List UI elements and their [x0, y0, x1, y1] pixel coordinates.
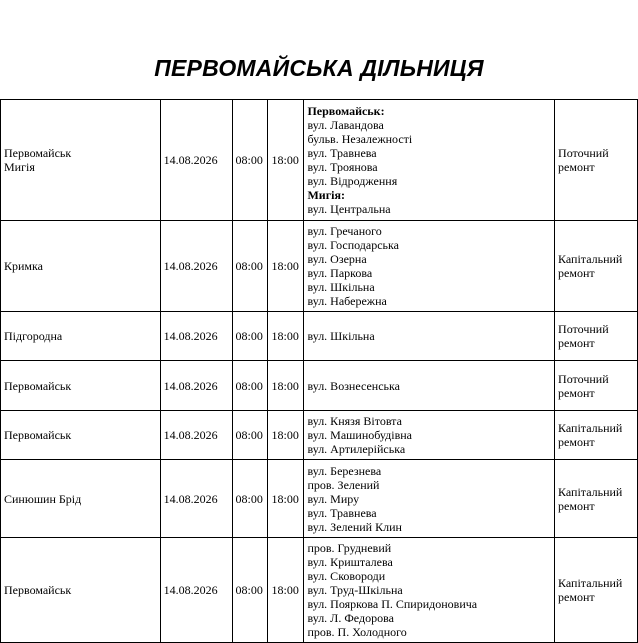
work-type-cell [555, 100, 638, 221]
streets-cell [304, 538, 555, 643]
street-name: вул. Вознесенська [307, 378, 400, 393]
street-name: вул. Шкільна [307, 280, 375, 294]
work-type-text: Поточний [558, 371, 609, 386]
street-name: вул. Труд-Шкільна [307, 583, 403, 597]
date-cell: 14.08.2026 [160, 361, 232, 411]
street-name: вул. Троянова [307, 160, 378, 174]
table-row [1, 460, 638, 538]
street-name: вул. Травнева [307, 505, 377, 520]
street-name: вул. Центральна [307, 202, 391, 216]
work-type-text: ремонт [558, 266, 595, 280]
streets-cell [304, 411, 555, 460]
work-type-text: ремонт [558, 336, 595, 350]
streets-cell [304, 312, 555, 361]
work-type-text: ремонт [558, 385, 595, 400]
locality-name: Синюшин Брід [4, 491, 82, 506]
table-row [1, 538, 638, 643]
locality-name: Підгородна [4, 329, 63, 343]
street-name: пров. П. Холодного [307, 625, 407, 639]
start-time-cell: 08:00 [232, 312, 268, 361]
locality-cell [1, 100, 161, 221]
street-name: вул. Артилерійська [307, 442, 406, 456]
work-type-cell [555, 538, 638, 643]
work-type-cell [555, 221, 638, 312]
street-name: вул. Відродження [307, 174, 398, 188]
locality-name: Первомайськ [4, 378, 72, 393]
work-type-text: ремонт [558, 160, 595, 174]
streets-cell [304, 221, 555, 312]
street-name: вул. Травнева [307, 146, 377, 160]
table-row [1, 312, 638, 361]
start-time-cell: 08:00 [232, 221, 268, 312]
street-name: вул. Березнева [307, 463, 382, 478]
date-cell: 14.08.2026 [160, 460, 232, 538]
work-type-text: Поточний [558, 322, 609, 336]
street-group-label: Мигія: [307, 188, 345, 202]
streets-cell [304, 100, 555, 221]
table-row [1, 100, 638, 221]
work-type-text: Поточний [558, 146, 609, 160]
locality-name: Первомайськ [4, 583, 72, 597]
street-name: вул. Господарська [307, 238, 399, 252]
street-name: вул. Сковороди [307, 569, 386, 583]
street-name: вул. Озерна [307, 252, 367, 266]
locality-name: Кримка [4, 259, 43, 273]
work-type-text: Капітальний [558, 576, 623, 590]
locality-cell [1, 411, 161, 460]
start-time-cell: 08:00 [232, 538, 268, 643]
street-name: вул. Пояркова П. Спиридоновича [307, 597, 478, 611]
work-type-cell [555, 361, 638, 411]
work-type-cell [555, 312, 638, 361]
street-name: вул. Набережна [307, 294, 387, 308]
locality-name: Первомайськ [4, 428, 72, 442]
table-row [1, 411, 638, 460]
locality-name: Первомайськ [4, 146, 72, 160]
locality-cell [1, 460, 161, 538]
street-name: пров. Грудневий [307, 541, 392, 555]
start-time-cell: 08:00 [232, 460, 268, 538]
streets-cell [304, 361, 555, 411]
locality-cell [1, 312, 161, 361]
street-name: вул. Машинобудівна [307, 428, 413, 442]
work-type-text: Капітальний [558, 421, 623, 435]
end-time-cell: 18:00 [268, 361, 304, 411]
street-name: вул. Л. Федорова [307, 611, 394, 625]
end-time-cell: 18:00 [268, 538, 304, 643]
street-name: вул. Миру [307, 491, 360, 506]
work-type-cell [555, 411, 638, 460]
end-time-cell: 18:00 [268, 312, 304, 361]
start-time-cell: 08:00 [232, 100, 268, 221]
end-time-cell: 18:00 [268, 221, 304, 312]
locality-cell [1, 221, 161, 312]
street-name: вул. Князя Вітовта [307, 414, 402, 428]
street-name: вул. Лавандова [307, 118, 384, 132]
work-type-text: Капітальний [558, 252, 623, 266]
locality-cell [1, 538, 161, 643]
locality-cell [1, 361, 161, 411]
start-time-cell: 08:00 [232, 361, 268, 411]
street-name: вул. Паркова [307, 266, 373, 280]
street-name: вул. Кришталева [307, 555, 393, 569]
street-name: пров. Зелений [307, 477, 380, 492]
start-time-cell: 08:00 [232, 411, 268, 460]
street-name: бульв. Незалежності [307, 132, 413, 146]
end-time-cell: 18:00 [268, 460, 304, 538]
street-group-label: Первомайськ: [307, 104, 385, 118]
date-cell: 14.08.2026 [160, 411, 232, 460]
date-cell: 14.08.2026 [160, 538, 232, 643]
table-row [1, 221, 638, 312]
work-type-text: ремонт [558, 435, 595, 449]
date-cell: 14.08.2026 [160, 100, 232, 221]
end-time-cell: 18:00 [268, 411, 304, 460]
outage-schedule-table [0, 99, 638, 643]
work-type-text: ремонт [558, 590, 595, 604]
date-cell: 14.08.2026 [160, 312, 232, 361]
work-type-cell [555, 460, 638, 538]
end-time-cell: 18:00 [268, 100, 304, 221]
table-row [1, 361, 638, 411]
street-name: вул. Зелений Клин [307, 519, 402, 534]
page-title: ПЕРВОМАЙСЬКА ДІЛЬНИЦЯ [154, 55, 484, 81]
street-name: вул. Гречаного [307, 224, 382, 238]
work-type-text: ремонт [558, 498, 595, 513]
locality-name: Мигія [4, 160, 35, 174]
work-type-text: Капітальний [558, 484, 623, 499]
street-name: вул. Шкільна [307, 329, 375, 343]
streets-cell [304, 460, 555, 538]
date-cell: 14.08.2026 [160, 221, 232, 312]
